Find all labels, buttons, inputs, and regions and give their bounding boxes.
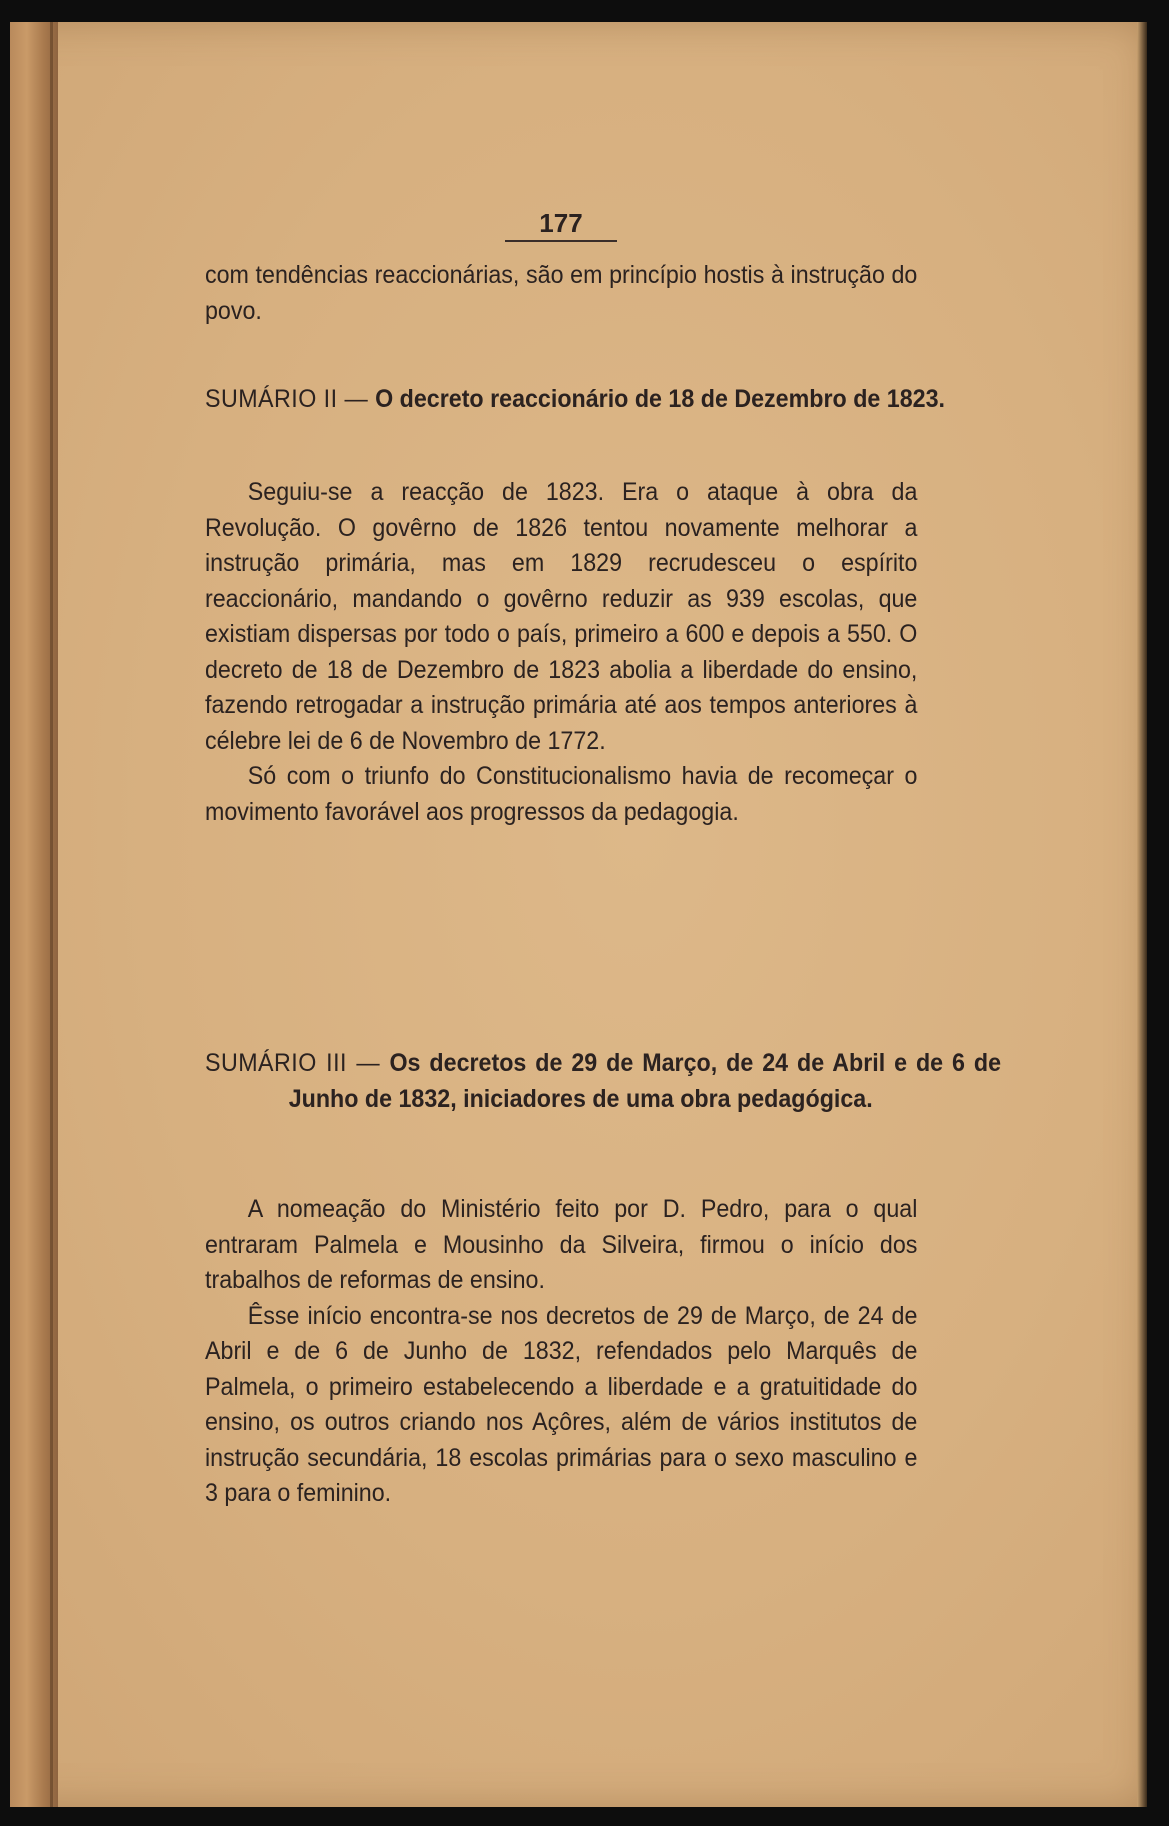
summary-3-title: Os decretos de 29 de Março, de 24 de Abril e de 6 de Junho de 1832, iniciadores de uma obra pedagógica. [288,1049,1002,1113]
section-2-paragraph-1: Seguiu-se a reacção de 1823. Era o ataque à obra da Revolução. O govêrno de 1826 tentou novamente melhorar a instrução primária, mas em 1829 recrudesceu o espírito reaccionário, mandando o govêrno reduzir as 939 escolas, que existiam dispersas por todo o país, primeiro a 600 e depois a 550. O decreto de 18 de Dezembro de 1823 abolia a liberdade do ensino, fazendo retrogadar a instrução primária até aos tempos anteriores à célebre lei de 6 de Novembro de 1772. [205,478,918,755]
page-edge [1137,22,1147,1807]
page-number: 177 [539,208,583,238]
intro-paragraph: com tendências reaccionárias, são em princípio hostis à instrução do povo. [205,261,918,325]
section-3-paragraph-2: Êsse início encontra-se nos decretos de 29 de Março, de 24 de Abril e de 6 de Junho de 1832, refendados pelo Marquês de Palmela, o primeiro estabelecendo a liberdade e a gratuitidade do ensino, os outros criando nos Açôres, além de vários institutos de instrução secundária, 18 escolas primárias para o sexo masculino e 3 para o feminino. [205,1301,918,1507]
summary-3-label: SUMÁRIO III — [205,1049,390,1077]
summary-2-heading [205,382,945,418]
spine-crease [50,22,53,1807]
summary-2-paragraph [205,382,1003,418]
page-number-rule [505,240,617,242]
summary-3-paragraph [205,1046,1001,1117]
section-2-paragraph-2: Só com o triunfo do Constitucionalismo havia de recomeçar o movimento favorável aos progressos da pedagogia. [205,762,918,826]
summary-2-label: SUMÁRIO II — [205,385,376,413]
section-3 [205,1192,917,1512]
summary-3-heading [205,1046,1002,1117]
section-2 [205,475,917,830]
summary-2-title: O decreto reaccionário de 18 de Dezembro de 1823. [375,385,945,413]
section-3-paragraph-1: A nomeação do Ministério feito por D. Pedro, para o qual entraram Palmela e Mousinho da Silveira, firmou o início dos trabalhos de reformas de ensino. [205,1195,918,1294]
intro-block [205,258,917,329]
